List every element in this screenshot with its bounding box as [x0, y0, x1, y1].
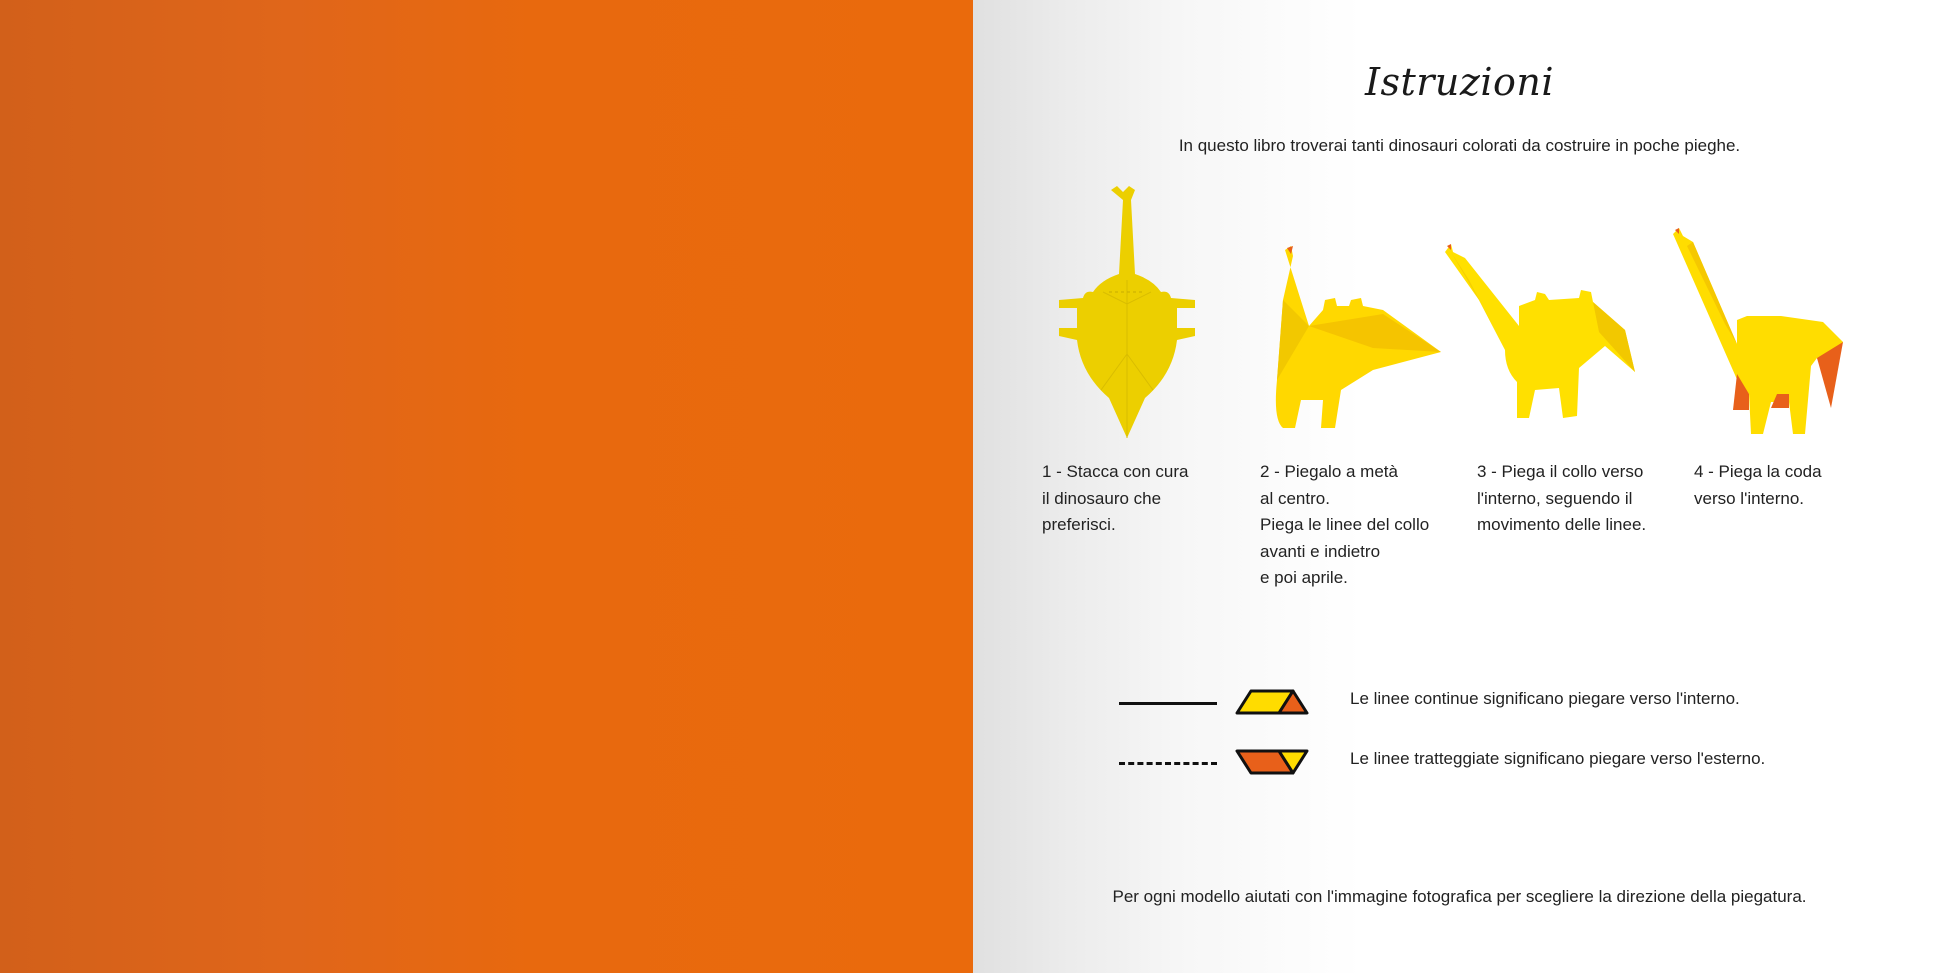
legend-row-solid: [973, 680, 1946, 720]
dinosaur-folded-half-icon: [1263, 240, 1453, 440]
footer-note: Per ogni modello aiutati con l'immagine fotografica per scegliere la direzione della piegatura.: [1112, 887, 1807, 906]
step-2-text: [1260, 459, 1460, 592]
dinosaur-flat-icon: [1043, 184, 1213, 444]
fold-inward-icon: [1235, 687, 1315, 717]
step-line: movimento delle linee.: [1477, 515, 1647, 534]
legend-row-dashed: [973, 740, 1946, 780]
legend-dashed-text: Le linee tratteggiate significano piegare verso l'esterno.: [1350, 749, 1766, 768]
fold-outward-icon: [1235, 747, 1315, 777]
legend-solid-text: Le linee continue significano piegare verso l'interno.: [1350, 689, 1740, 708]
step-line: 4 - Piega la coda: [1694, 462, 1822, 481]
step-line: 2 - Piegalo a metà: [1260, 462, 1398, 481]
dinosaur-neck-folded-icon: [1439, 240, 1639, 440]
step-line: verso l'interno.: [1694, 488, 1805, 508]
solid-line-sample: [1119, 702, 1217, 705]
step-4-text: [1694, 459, 1894, 512]
step-line: e poi aprile.: [1260, 568, 1348, 587]
step-line: preferisci.: [1042, 515, 1116, 534]
dinosaur-tail-folded-icon: [1667, 224, 1847, 438]
step-1-text: [1042, 459, 1242, 539]
step-line: avanti e indietro: [1260, 541, 1381, 561]
step-3-text: [1477, 459, 1677, 539]
step-line: l'interno, seguendo il: [1477, 488, 1633, 508]
step-line: 1 - Stacca con cura: [1042, 462, 1189, 481]
page-title: Istruzioni: [1364, 60, 1555, 104]
step-line: il dinosauro che: [1042, 488, 1162, 508]
dashed-line-sample: [1119, 762, 1217, 765]
step-line: Piega le linee del collo: [1260, 515, 1430, 534]
step-line: al centro.: [1260, 488, 1330, 508]
instructions-page: [973, 0, 1946, 973]
step-line: 3 - Piega il collo verso: [1477, 462, 1644, 481]
intro-text: In questo libro troverai tanti dinosauri colorati da costruire in poche pieghe.: [1178, 136, 1741, 155]
